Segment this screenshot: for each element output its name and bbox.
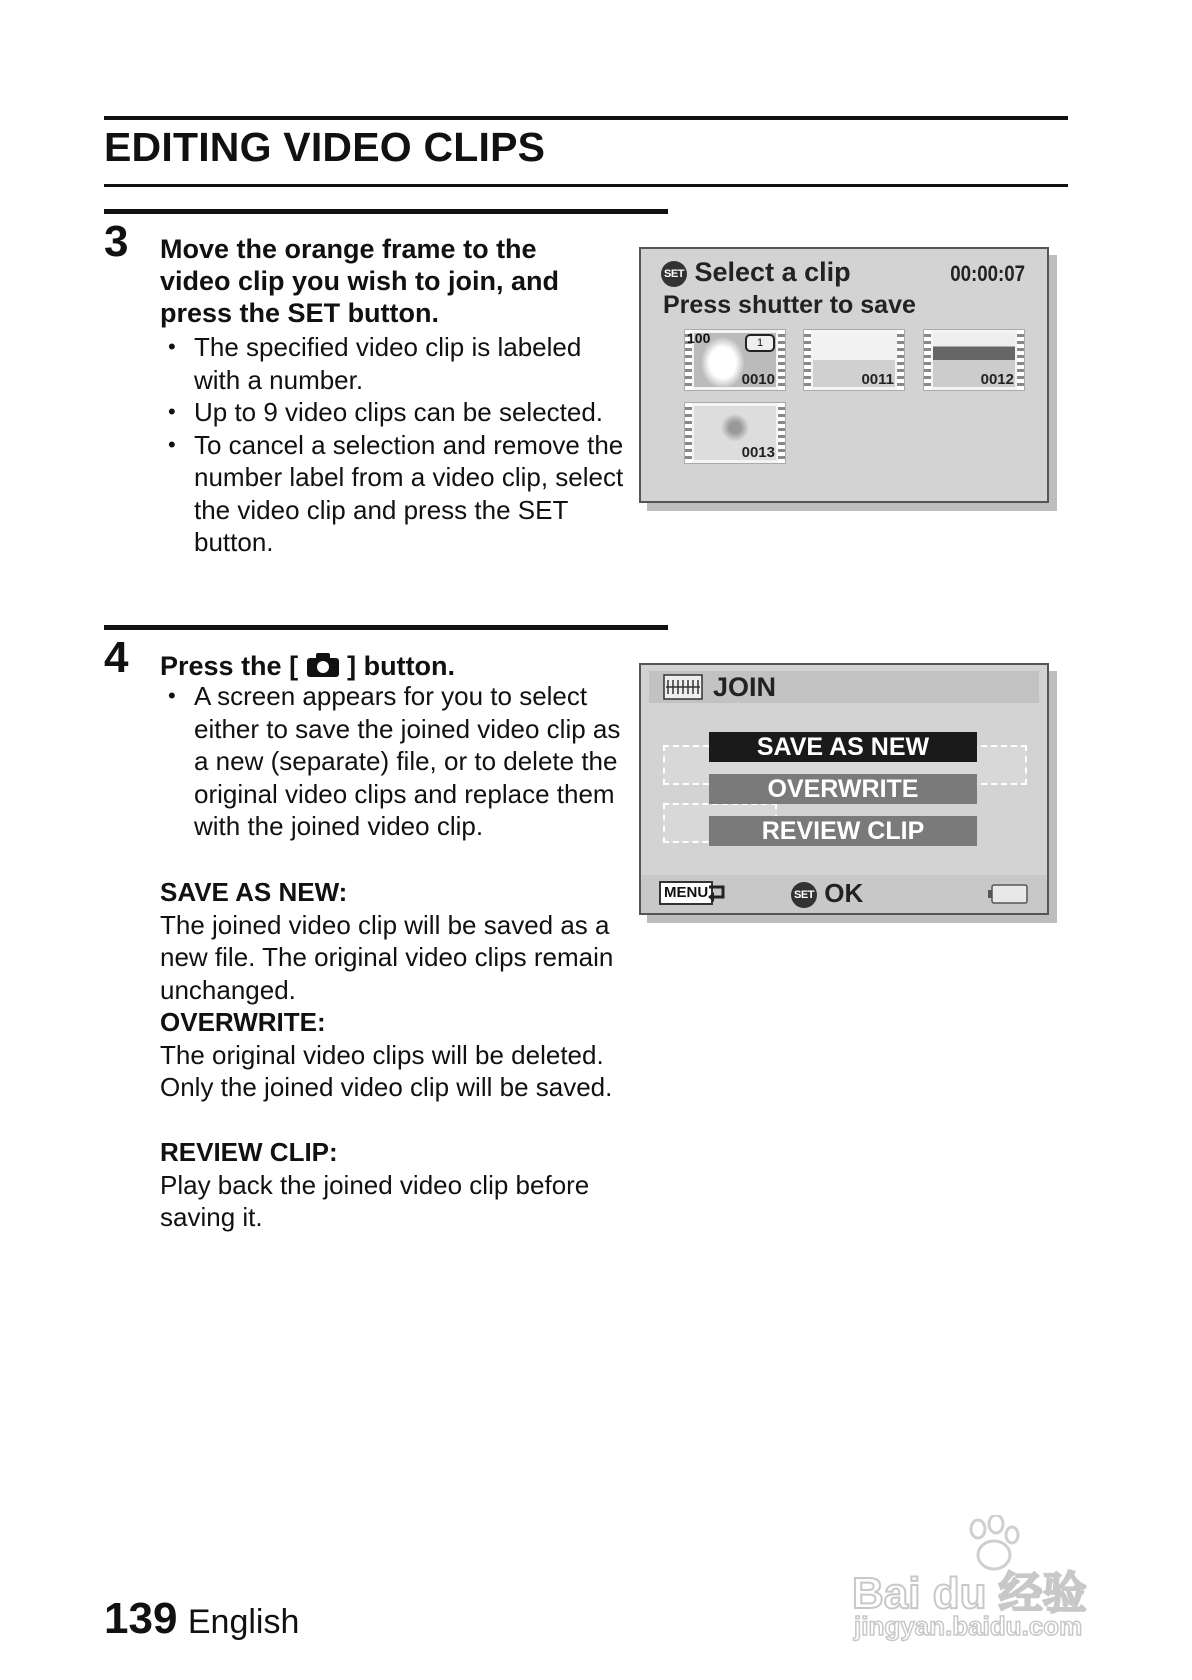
clip-number: 0012	[980, 371, 1014, 388]
watermark-logo: Bai du 经验	[852, 1569, 1087, 1618]
film-strip	[685, 403, 692, 463]
join-screen	[639, 663, 1049, 915]
page-title: EDITING VIDEO CLIPS	[104, 124, 546, 170]
step3-number: 3	[104, 217, 129, 266]
menu-label: MENU	[664, 884, 709, 901]
clip-thumbnail-0013[interactable]	[684, 402, 786, 464]
join-header-bar	[649, 671, 1039, 703]
film-strip	[1017, 330, 1024, 390]
step4-heading-before: Press the [	[160, 651, 299, 681]
step3-heading: Move the orange frame to the video clip you wish to join, and press the SET button.	[160, 234, 560, 328]
step3-rule	[104, 209, 668, 214]
step4-heading-after: ] button.	[347, 651, 456, 681]
folder-number: 100	[687, 330, 711, 346]
page-footer	[104, 1594, 299, 1644]
review-clip-button[interactable]: REVIEW CLIP	[709, 816, 977, 846]
screen1-title: Select a clip	[694, 257, 851, 287]
option-desc: The original video clips will be deleted. Only the joined video clip will be saved.	[160, 1039, 613, 1102]
option-title: OVERWRITE:	[160, 1007, 326, 1037]
step4-rule	[104, 625, 668, 630]
title-underline	[104, 184, 1068, 187]
film-strip	[897, 330, 904, 390]
overwrite-button[interactable]: OVERWRITE	[709, 774, 977, 804]
option-save-as-new	[160, 876, 630, 1006]
option-overwrite	[160, 1006, 630, 1104]
camera-icon	[306, 652, 340, 678]
clip-thumbnail-0010[interactable]	[684, 329, 786, 391]
ok-hint	[791, 878, 863, 909]
film-strip	[778, 330, 785, 390]
return-icon	[705, 883, 729, 905]
step4-number: 4	[104, 633, 129, 682]
option-review-clip	[160, 1136, 630, 1234]
baidu-watermark	[848, 1515, 1148, 1650]
join-title: JOIN	[713, 672, 777, 702]
option-desc: The joined video clip will be saved as a new file. The original video clips remain unchanged.	[160, 909, 614, 1005]
screen1-time: 00:00:07	[950, 261, 1025, 286]
step3-bullet: • The specified video clip is labeled with a number.	[160, 331, 630, 396]
clip-number: 0011	[861, 371, 894, 388]
set-icon: SET	[661, 261, 687, 287]
film-strip	[804, 330, 811, 390]
step4-heading	[160, 650, 600, 682]
step4-bullets	[160, 680, 630, 843]
film-join-icon	[663, 674, 703, 700]
top-rule	[104, 116, 1068, 120]
save-as-new-button[interactable]: SAVE AS NEW	[709, 732, 977, 762]
step3-bullets	[160, 331, 630, 559]
selection-badge: 1	[745, 334, 775, 352]
film-strip	[924, 330, 931, 390]
join-footer-bar	[641, 875, 1047, 913]
ok-label: OK	[824, 878, 864, 908]
clip-thumbnail-0012[interactable]	[923, 329, 1025, 391]
screen1-title-row	[661, 257, 851, 288]
film-strip	[778, 403, 785, 463]
screen1-subtitle: Press shutter to save	[663, 291, 916, 319]
clip-thumbnail-0011[interactable]	[803, 329, 905, 391]
option-desc: Play back the joined video clip before saving it.	[160, 1169, 590, 1232]
step3-bullet: • To cancel a selection and remove the number label from a video clip, select the video clip and press the SET button.	[160, 429, 630, 559]
option-title: SAVE AS NEW:	[160, 877, 348, 907]
watermark-url: jingyan.baidu.com	[854, 1611, 1083, 1641]
select-clip-screen	[639, 247, 1049, 503]
step3-bullet: • Up to 9 video clips can be selected.	[160, 396, 630, 429]
battery-icon	[987, 883, 1029, 905]
page-number: 139	[104, 1594, 178, 1643]
set-icon: SET	[791, 882, 817, 908]
step4-bullet: • A screen appears for you to select either to save the joined video clip as a new (separate) file, or to delete the original video clips and replace them with the joined video clip.	[160, 680, 630, 843]
clip-number: 0010	[741, 371, 775, 388]
page-language: English	[187, 1603, 300, 1641]
clip-number: 0013	[741, 444, 775, 461]
option-title: REVIEW CLIP:	[160, 1137, 338, 1167]
